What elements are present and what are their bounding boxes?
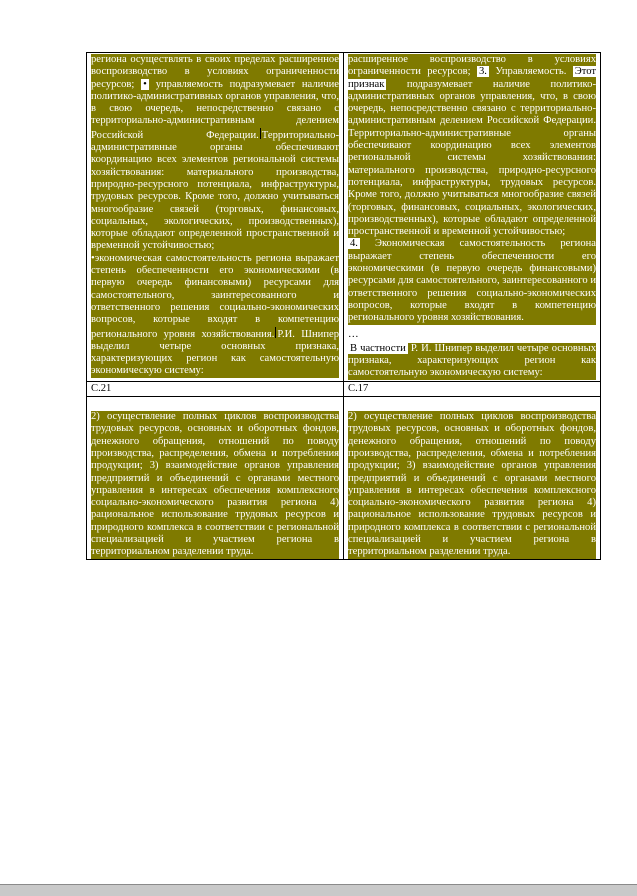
right-paragraph-2: Экономическая самостоятельность региона выражает степень обеспеченности его экономическими (в первую очередь финансовыми) ресурсами для самостоятельного, заинтересованного и ответственного решения социально-экономических вопросов, которые входят в компетенцию регионального уровня хозяйствования. — [348, 238, 597, 324]
table-row — [87, 381, 601, 396]
inserted-text: Этот признак — [348, 66, 596, 90]
table-row — [87, 53, 601, 382]
left-paragraph-3: Р.И. Шнипер выделил четыре основных признака, характеризующих регион как самостоятельную экономическую систему: — [91, 328, 340, 377]
text-cursor — [260, 128, 261, 139]
left-cell-bottom[interactable] — [87, 397, 344, 560]
page-reference-right: С.17 — [344, 381, 601, 396]
right-paragraph-1: расширенное воспроизводство в условиях ограниченности ресурсов; — [348, 54, 596, 78]
right-highlight-block-2 — [348, 343, 596, 380]
right-bottom-text: 2) осуществление полных циклов воспроизводства трудовых ресурсов, основных и оборотных фондов, денежного обращения, отношений по поводу производства, распределения, обмена и потребления продукции; 3) взаимодействие органов управления предприятий и объединений с органами местного управления в интересах обеспечения комплексного социально-экономического развития региона 4) рациональное использование трудовых ресурсов и природного комплекса в соответствии с региональной специализацией и участием региона в территориальном разделении труда. — [348, 411, 596, 558]
left-paragraph-1: региона осуществлять в своих пределах расширенное воспроизводство в условиях ограниченности ресурсов; — [91, 54, 339, 90]
left-paragraph-1c: Территориально-административные органы обеспечивают координацию всех элементов региональной системы хозяйствования: материального производства, природно-ресурсного потенциала, инфраструктуры, трудовых ресурсов. Кроме того, должно учитываться многообразие связей (торговых, финансовых, социальных, экологических, производственных), которые обладают определенной пространственной и временной устойчивостью; — [91, 129, 339, 252]
right-cell-bottom[interactable] — [344, 397, 601, 560]
right-paragraph-1c: подразумевает наличие политико-административных органов управления, что, в свою очередь, непосредственно связано с территориально-административным делением Российской Федерации. Территориально-административные органы обеспечивают координацию всех элементов региональной системы хозяйствования: материального производства, природно-ресурсного потенциала, инфраструктуры, трудовых ресурсов. Кроме того, должно учитываться многообразие связей (торговых, финансовых, социальных, экологических, производственных), которые обладают определенной пространственной и временной устойчивостью; — [348, 78, 596, 238]
page-reference-left: С.21 — [87, 381, 344, 396]
left-bottom-text: 2) осуществление полных циклов воспроизводства трудовых ресурсов, основных и оборотных фондов, денежного обращения, отношений по поводу производства, распределения, обмена и потребления продукции; 3) взаимодействие органов управления предприятий и объединений с органами местного управления в интересах обеспечения комплексного социально-экономического развития региона 4) рациональное использование трудовых ресурсов и природного комплекса в соответствии с региональной специализацией и участием региона в территориальном разделении труда. — [91, 411, 339, 558]
table-row — [87, 397, 601, 560]
right-paragraph-3: Р. И. Шнипер выделил четыре основных признака, характеризующих регион как самостоятельную экономическую систему: — [348, 342, 597, 379]
number-marker: 3. — [479, 66, 487, 78]
window-bottom-edge — [0, 884, 637, 896]
left-paragraph-2: экономическая самостоятельность региона выражает степень обеспеченности его экономическими (в первую очередь финансовыми) ресурсами для самостоятельного, заинтересованного и ответственного решения социально-экономических вопросов, которые входят в компетенцию регионального уровня хозяйствования. — [91, 252, 339, 340]
right-paragraph-1b: Управляемость. — [495, 66, 567, 78]
left-cell-top[interactable] — [87, 53, 344, 382]
bullet-marker: • — [91, 252, 95, 264]
right-highlight-block — [348, 54, 596, 325]
left-highlight-block — [91, 54, 339, 378]
left-paragraph-1b: управляемость подразумевает наличие политико-административных органов управления, что, в свою очередь, непосредственно связано с территориально-административным делением Российской Федерации. — [91, 78, 339, 141]
ellipsis: … — [348, 328, 359, 340]
inserted-text: В частности — [350, 342, 406, 354]
bullet-marker: • — [143, 78, 147, 90]
number-marker: 4. — [350, 238, 358, 250]
comparison-table — [86, 52, 601, 560]
right-cell-top[interactable] — [344, 53, 601, 382]
